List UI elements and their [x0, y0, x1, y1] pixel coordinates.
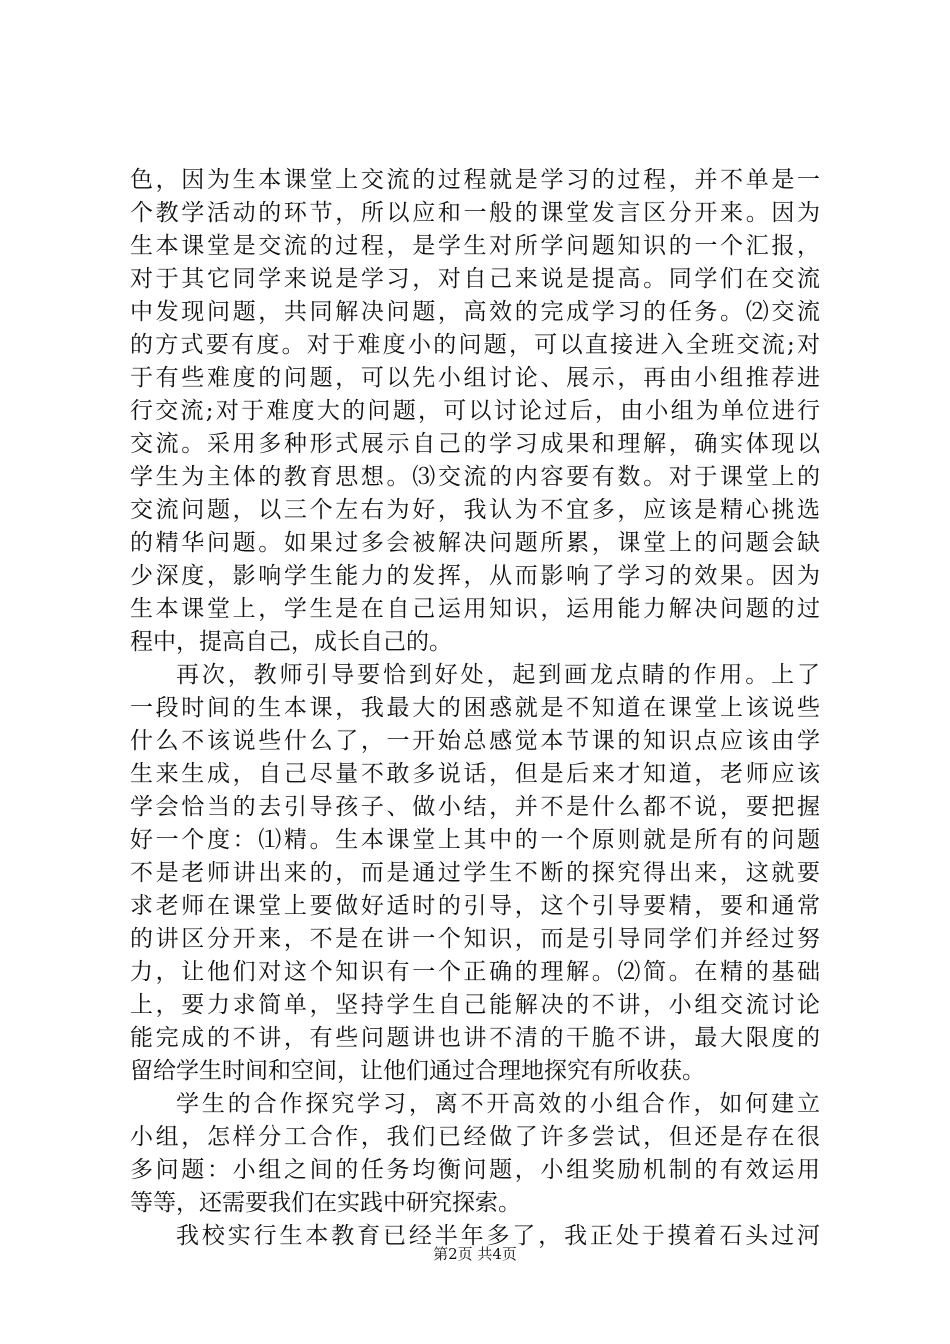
- text-line: 于有些难度的问题，可以先小组讨论、展示，再由小组推荐进: [130, 365, 820, 391]
- text-line: 学会恰当的去引导孩子、做小结，并不是什么都不说，要把握: [130, 794, 820, 820]
- text-line: 程中，提高自己，成长自己的。: [130, 629, 452, 655]
- text-line: 生本课堂是交流的过程，是学生对所学问题知识的一个汇报，: [130, 233, 820, 259]
- text-line: 中发现问题，共同解决问题，高效的完成学习的任务。⑵交流: [130, 299, 820, 325]
- text-line: 的方式要有度。对于难度小的问题，可以直接进入全班交流;对: [130, 332, 820, 358]
- text-line: 的精华问题。如果过多会被解决问题所累，课堂上的问题会缺: [130, 530, 820, 556]
- text-line: 生来生成，自己尽量不敢多说话，但是后来才知道，老师应该: [130, 761, 820, 787]
- text-line: 什么不该说些什么了，一开始总感觉本节课的知识点应该由学: [130, 728, 820, 754]
- text-line: 求老师在课堂上要做好适时的引导，这个引导要精，要和通常: [130, 893, 820, 919]
- text-line: 交流。采用多种形式展示自己的学习成果和理解，确实体现以: [130, 431, 820, 457]
- text-line: 多问题：小组之间的任务均衡问题，小组奖励机制的有效运用: [130, 1157, 820, 1183]
- text-line: 小组，怎样分工合作，我们已经做了许多尝试，但还是存在很: [130, 1124, 820, 1150]
- page-footer: 第2页 共4页: [433, 1245, 517, 1263]
- text-line: 等等，还需要我们在实践中研究探索。: [130, 1190, 521, 1216]
- text-line: 少深度，影响学生能力的发挥，从而影响了学习的效果。因为: [130, 563, 820, 589]
- text-line: 的讲区分开来，不是在讲一个知识，而是引导同学们并经过努: [130, 926, 820, 952]
- text-line: 不是老师讲出来的，而是通过学生不断的探究得出来，这就要: [130, 860, 820, 886]
- text-line: 色，因为生本课堂上交流的过程就是学习的过程，并不单是一: [130, 167, 820, 193]
- text-line: 留给学生时间和空间，让他们通过合理地探究有所收获。: [130, 1058, 705, 1084]
- text-line: 好一个度：⑴精。生本课堂上其中的一个原则就是所有的问题: [130, 827, 820, 853]
- text-line: 力，让他们对这个知识有一个正确的理解。⑵简。在精的基础: [130, 959, 820, 985]
- text-line: 个教学活动的环节，所以应和一般的课堂发言区分开来。因为: [130, 200, 820, 226]
- text-line: 行交流;对于难度大的问题，可以讨论过后，由小组为单位进行: [130, 398, 820, 424]
- text-line: 我校实行生本教育已经半年多了，我正处于摸着石头过河: [176, 1223, 820, 1249]
- text-line: 能完成的不讲，有些问题讲也讲不清的干脆不讲，最大限度的: [130, 1025, 820, 1051]
- text-line: 一段时间的生本课，我最大的困惑就是不知道在课堂上该说些: [130, 695, 820, 721]
- text-line: 交流问题，以三个左右为好，我认为不宜多，应该是精心挑选: [130, 497, 820, 523]
- document-body: [130, 164, 820, 1253]
- text-line: 学生的合作探究学习，离不开高效的小组合作，如何建立: [176, 1091, 820, 1117]
- text-line: 学生为主体的教育思想。⑶交流的内容要有数。对于课堂上的: [130, 464, 820, 490]
- text-line: 对于其它同学来说是学习，对自己来说是提高。同学们在交流: [130, 266, 820, 292]
- text-line: 再次，教师引导要恰到好处，起到画龙点睛的作用。上了: [176, 662, 820, 688]
- text-line: 生本课堂上，学生是在自己运用知识，运用能力解决问题的过: [130, 596, 820, 622]
- text-line: 上，要力求简单，坚持学生自己能解决的不讲，小组交流讨论: [130, 992, 820, 1018]
